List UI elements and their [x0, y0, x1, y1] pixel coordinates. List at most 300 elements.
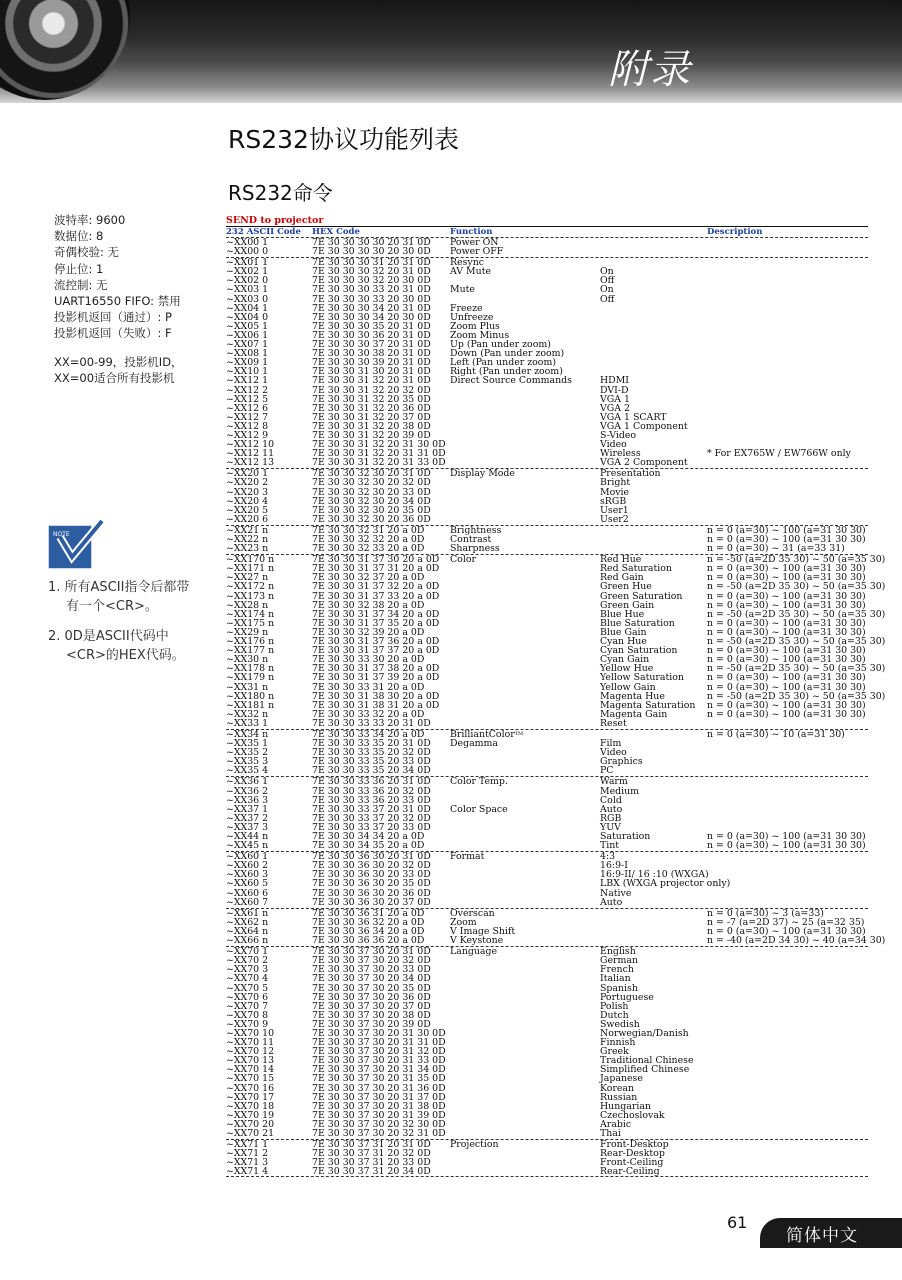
cell-hex-code: 7E 30 30 30 31 20 31 0D — [312, 257, 431, 269]
cell-ascii-code: ~XX37 1 — [226, 803, 269, 815]
cell-function: Format — [450, 851, 485, 863]
cell-ascii-code: ~XX21 n — [226, 524, 269, 536]
cell-hex-code: 7E 30 30 30 30 20 30 0D — [312, 246, 431, 258]
cell-ascii-code: ~XX29 n — [226, 626, 269, 638]
cell-option: Wireless — [600, 448, 641, 460]
cell-hex-code: 7E 30 30 33 35 20 33 0D — [312, 756, 431, 768]
cell-hex-code: 7E 30 30 31 37 39 20 a 0D — [312, 672, 440, 684]
cell-ascii-code: ~XX70 3 — [226, 964, 269, 976]
cell-function: Resync — [450, 257, 485, 269]
cell-option: Thai — [600, 1128, 621, 1139]
cell-ascii-code: ~XX70 2 — [226, 955, 269, 967]
cell-function: Power OFF — [450, 246, 504, 258]
cell-option: 4:3 — [600, 851, 616, 863]
cell-ascii-code: ~XX35 2 — [226, 747, 269, 759]
cell-option: HDMI — [600, 375, 629, 387]
cell-ascii-code: ~XX60 3 — [226, 869, 269, 881]
cell-ascii-code: ~XX62 n — [226, 916, 269, 928]
cell-function: Zoom Minus — [450, 329, 510, 341]
cell-hex-code: 7E 30 30 31 32 20 32 0D — [312, 384, 431, 396]
cell-option: Arabic — [600, 1118, 632, 1130]
cell-option: 16:9-I — [600, 860, 628, 872]
cell-ascii-code: ~XX70 9 — [226, 1018, 269, 1030]
cell-ascii-code: ~XX175 n — [226, 617, 275, 629]
cell-hex-code: 7E 30 30 32 30 20 35 0D — [312, 504, 431, 516]
cell-hex-code: 7E 30 30 37 30 20 31 37 0D — [312, 1091, 446, 1103]
cell-function: Unfreeze — [450, 311, 494, 323]
note-icon — [46, 517, 106, 572]
cell-hex-code: 7E 30 30 36 30 20 33 0D — [312, 869, 431, 881]
cell-description: n = 0 (a=30) ~ 100 (a=31 30 30) — [707, 534, 866, 545]
cell-hex-code: 7E 30 30 37 30 20 31 30 0D — [312, 1027, 446, 1039]
cell-option: On — [600, 284, 614, 296]
cell-description: n = 0 (a=30) ~ 100 (a=31 30 30) — [707, 699, 866, 711]
cell-hex-code: 7E 30 30 37 30 20 38 0D — [312, 1009, 431, 1021]
cell-ascii-code: ~XX09 1 — [226, 357, 269, 369]
cell-hex-code: 7E 30 30 37 30 20 36 0D — [312, 991, 431, 1003]
cell-option: VGA 1 — [600, 393, 630, 405]
cell-description: n = 0 (a=30) ~ 100 (a=31 30 30) — [707, 599, 866, 611]
cell-hex-code: 7E 30 30 31 32 20 31 31 0D — [312, 448, 446, 460]
cell-ascii-code: ~XX00 1 — [226, 237, 269, 248]
cell-hex-code: 7E 30 30 33 35 20 34 0D — [312, 765, 431, 777]
cell-function: AV Mute — [450, 266, 492, 278]
cell-ascii-code: ~XX30 n — [226, 654, 269, 666]
serial-setting: 停止位: 1 — [54, 261, 104, 276]
cell-hex-code: 7E 30 30 36 30 20 37 0D — [312, 896, 431, 908]
cell-option: Magenta Gain — [600, 708, 668, 720]
cell-ascii-code: ~XX20 4 — [226, 495, 269, 507]
header-title: 附录 — [608, 47, 692, 93]
cell-option: Czechoslovak — [600, 1109, 665, 1121]
cell-ascii-code: ~XX60 6 — [226, 887, 269, 899]
cell-hex-code: 7E 30 30 31 38 30 20 a 0D — [312, 690, 440, 702]
table-body — [226, 237, 886, 1178]
cell-ascii-code: ~XX02 0 — [226, 275, 269, 287]
cell-option: YUV — [600, 821, 621, 833]
cell-option: User1 — [600, 504, 629, 516]
cell-ascii-code: ~XX170 n — [226, 554, 275, 566]
cell-option: Russian — [600, 1091, 638, 1103]
cell-hex-code: 7E 30 30 36 32 20 a 0D — [312, 916, 425, 928]
cell-option: Polish — [600, 1000, 629, 1012]
cell-description: n = 0 (a=30) ~ 100 (a=31 30 30) — [707, 626, 866, 638]
section-title: RS232命令 — [228, 181, 333, 205]
cell-option: Video — [600, 439, 627, 451]
cell-hex-code: 7E 30 30 31 32 20 36 0D — [312, 402, 431, 414]
cell-option: English — [600, 946, 636, 958]
cell-ascii-code: ~XX04 0 — [226, 311, 269, 323]
cell-hex-code: 7E 30 30 36 36 20 a 0D — [312, 935, 425, 947]
page-number: 61 — [727, 1213, 748, 1232]
cell-ascii-code: ~XX34 n — [226, 728, 269, 740]
cell-ascii-code: ~XX20 3 — [226, 486, 269, 498]
cell-description: n = 0 (a=30) ~ 100 (a=31 30 30) — [707, 654, 866, 666]
cell-option: Portuguese — [600, 991, 654, 1003]
cell-ascii-code: ~XX70 20 — [226, 1118, 275, 1130]
cell-option: Blue Gain — [600, 626, 647, 638]
table-row — [226, 458, 868, 467]
cell-ascii-code: ~XX71 2 — [226, 1148, 269, 1160]
cell-hex-code: 7E 30 30 37 30 20 31 38 0D — [312, 1100, 446, 1112]
cell-hex-code: 7E 30 30 37 30 20 34 0D — [312, 973, 431, 985]
cell-function: V Keystone — [450, 935, 504, 947]
cell-hex-code: 7E 30 30 31 37 30 20 a 0D — [312, 554, 440, 566]
cell-description: n = 0 (a=30) ~ 100 (a=31 30 30) — [707, 681, 866, 693]
cell-ascii-code: ~XX181 n — [226, 699, 275, 711]
cell-ascii-code: ~XX35 1 — [226, 738, 269, 750]
cell-ascii-code: ~XX33 1 — [226, 717, 269, 729]
cell-ascii-code: ~XX01 1 — [226, 257, 269, 269]
cell-hex-code: 7E 30 30 31 37 37 20 a 0D — [312, 645, 440, 657]
cell-option: Movie — [600, 486, 630, 498]
cell-function: Up (Pan under zoom) — [450, 339, 551, 351]
cell-ascii-code: ~XX70 14 — [226, 1064, 275, 1076]
cell-option: Auto — [600, 896, 623, 908]
cell-ascii-code: ~XX70 8 — [226, 1009, 269, 1021]
cell-hex-code: 7E 30 30 31 37 32 20 a 0D — [312, 581, 440, 593]
serial-settings-list — [54, 212, 214, 342]
cell-ascii-code: ~XX176 n — [226, 636, 275, 648]
cell-option: On — [600, 266, 614, 278]
cell-function: Zoom — [450, 916, 477, 928]
cell-ascii-code: ~XX71 3 — [226, 1157, 269, 1169]
cell-option: Saturation — [600, 831, 651, 842]
table-row — [226, 719, 868, 728]
cell-hex-code: 7E 30 30 30 38 20 31 0D — [312, 348, 431, 360]
cell-function: Left (Pan under zoom) — [450, 357, 557, 369]
cell-hex-code: 7E 30 30 37 31 20 31 0D — [312, 1139, 431, 1151]
cell-option: Front-Ceiling — [600, 1157, 664, 1169]
cell-hex-code: 7E 30 30 33 37 20 32 0D — [312, 812, 431, 824]
serial-setting: 投影机返回（通过）: P — [54, 310, 172, 325]
cell-option: User2 — [600, 513, 629, 525]
cell-ascii-code: ~XX12 1 — [226, 375, 269, 387]
cell-hex-code: 7E 30 30 36 31 20 a 0D — [312, 907, 425, 919]
cell-hex-code: 7E 30 30 37 30 20 33 0D — [312, 964, 431, 976]
language-label: 简体中文 — [786, 1226, 858, 1246]
cell-ascii-code: ~XX71 4 — [226, 1166, 269, 1178]
cell-ascii-code: ~XX36 2 — [226, 785, 269, 797]
cell-ascii-code: ~XX12 9 — [226, 429, 269, 441]
cell-ascii-code: ~XX00 0 — [226, 246, 269, 258]
cell-ascii-code: ~XX61 n — [226, 907, 269, 919]
cell-hex-code: 7E 30 30 31 32 20 31 30 0D — [312, 439, 446, 451]
cell-hex-code: 7E 30 30 33 35 20 32 0D — [312, 747, 431, 759]
cell-option: Cyan Saturation — [600, 645, 678, 657]
send-label: SEND to projector — [226, 215, 324, 226]
cell-ascii-code: ~XX70 15 — [226, 1073, 275, 1085]
cell-option: Cyan Gain — [600, 654, 650, 666]
cell-option: 16:9-II/ 16 :10 (WXGA) — [600, 869, 709, 881]
cell-function: Contrast — [450, 534, 492, 545]
note-line: 有一个<CR>。 — [66, 599, 158, 614]
cell-function: Degamma — [450, 738, 499, 750]
cell-function: Language — [450, 946, 498, 958]
cell-hex-code: 7E 30 30 33 34 20 a 0D — [312, 728, 425, 740]
cell-hex-code: 7E 30 30 30 34 20 31 0D — [312, 302, 431, 314]
cell-hex-code: 7E 30 30 30 30 20 31 0D — [312, 237, 431, 248]
cell-ascii-code: ~XX32 n — [226, 708, 269, 720]
cell-hex-code: 7E 30 30 31 32 20 31 0D — [312, 375, 431, 387]
cell-function: Freeze — [450, 302, 483, 314]
cell-ascii-code: ~XX03 1 — [226, 284, 269, 296]
cell-ascii-code: ~XX60 2 — [226, 860, 269, 872]
cell-option: Red Hue — [600, 554, 642, 566]
cell-hex-code: 7E 30 30 30 37 20 31 0D — [312, 339, 431, 351]
cell-hex-code: 7E 30 30 32 30 20 36 0D — [312, 513, 431, 525]
cell-ascii-code: ~XX35 4 — [226, 765, 269, 777]
projector-id-note: XX=00-99，投影机ID， — [54, 354, 183, 369]
cell-ascii-code: ~XX10 1 — [226, 366, 269, 378]
cell-ascii-code: ~XX70 10 — [226, 1027, 275, 1039]
cell-hex-code: 7E 30 30 33 37 20 33 0D — [312, 821, 431, 833]
trademark-mark: TM — [514, 730, 524, 737]
serial-setting: 流控制: 无 — [54, 277, 108, 292]
cell-ascii-code: ~XX172 n — [226, 581, 275, 593]
cell-hex-code: 7E 30 30 31 32 20 31 33 0D — [312, 457, 446, 469]
cell-option: Off — [600, 293, 615, 305]
cell-option: Medium — [600, 785, 640, 797]
cell-ascii-code: ~XX08 1 — [226, 348, 269, 360]
cell-option: PC — [600, 765, 614, 777]
cell-hex-code: 7E 30 30 30 33 20 31 0D — [312, 284, 431, 296]
cell-option: VGA 1 Component — [600, 420, 688, 432]
cell-option: Reset — [600, 717, 627, 729]
cell-hex-code: 7E 30 30 32 32 20 a 0D — [312, 534, 425, 545]
cell-ascii-code: ~XX45 n — [226, 840, 269, 852]
cell-function: Zoom Plus — [450, 320, 500, 332]
cell-ascii-code: ~XX06 1 — [226, 329, 269, 341]
note-item — [48, 578, 213, 616]
cell-hex-code: 7E 30 30 33 36 20 33 0D — [312, 794, 431, 806]
cell-function: Display Mode — [450, 468, 515, 480]
cell-hex-code: 7E 30 30 32 38 20 a 0D — [312, 599, 425, 611]
cell-hex-code: 7E 30 30 37 30 20 39 0D — [312, 1018, 431, 1030]
rs232-command-table — [226, 215, 886, 1178]
cell-option: Graphics — [600, 756, 643, 768]
cell-description: n = 0 (a=30) ~ 100 (a=31 30 30) — [707, 563, 866, 575]
cell-hex-code: 7E 30 30 37 30 20 31 0D — [312, 946, 431, 958]
cell-hex-code: 7E 30 30 33 32 20 a 0D — [312, 708, 425, 720]
cell-function: Right (Pan under zoom) — [450, 366, 563, 378]
cell-hex-code: 7E 30 30 30 35 20 31 0D — [312, 320, 431, 332]
cell-option: Tint — [600, 840, 620, 852]
cell-hex-code: 7E 30 30 36 30 20 35 0D — [312, 878, 431, 890]
cell-option: sRGB — [600, 495, 627, 507]
cell-hex-code: 7E 30 30 37 31 20 34 0D — [312, 1166, 431, 1178]
cell-function: Mute — [450, 284, 475, 296]
cell-ascii-code: ~XX12 11 — [226, 448, 275, 460]
cell-function: Color Temp. — [450, 776, 508, 788]
cell-hex-code: 7E 30 30 31 32 20 39 0D — [312, 429, 431, 441]
cell-option: Blue Hue — [600, 608, 645, 620]
cell-description: n = 0 (a=30) ~ 100 (a=31 30 30) — [707, 590, 866, 602]
cell-option: Green Hue — [600, 581, 652, 593]
cell-function: Color Space — [450, 803, 508, 815]
cell-ascii-code: ~XX36 1 — [226, 776, 269, 788]
cell-description: n = -50 (a=2D 35 30) ~ 50 (a=35 30) — [707, 636, 886, 648]
cell-ascii-code: ~XX70 11 — [226, 1037, 275, 1049]
cell-ascii-code: ~XX71 1 — [226, 1139, 269, 1151]
page-header — [0, 0, 902, 103]
cell-option: Italian — [600, 973, 631, 985]
cell-ascii-code: ~XX12 6 — [226, 402, 269, 414]
cell-hex-code: 7E 30 30 30 32 20 30 0D — [312, 275, 431, 287]
cell-hex-code: 7E 30 30 30 33 20 30 0D — [312, 293, 431, 305]
cell-option: LBX (WXGA projector only) — [600, 878, 731, 890]
cell-hex-code: 7E 30 30 37 30 20 31 36 0D — [312, 1082, 446, 1094]
serial-settings-panel — [54, 212, 214, 386]
cell-option: Cyan Hue — [600, 636, 647, 648]
cell-ascii-code: ~XX12 2 — [226, 384, 269, 396]
cell-ascii-code: ~XX22 n — [226, 534, 269, 545]
serial-setting: 波特率: 9600 — [54, 213, 126, 227]
cell-ascii-code: ~XX66 n — [226, 935, 269, 947]
cell-ascii-code: ~XX70 19 — [226, 1109, 275, 1121]
cell-description: n = 0 (a=30) ~ 100 (a=31 30 30) — [707, 708, 866, 720]
cell-description: n = 0 (a=30) ~ 100 (a=31 30 30) — [707, 572, 866, 584]
cell-description: n = -50 (a=2D 35 30) ~ 50 (a=35 30) — [707, 608, 886, 620]
cell-option: Warm — [600, 776, 628, 788]
cell-hex-code: 7E 30 30 36 30 20 36 0D — [312, 887, 431, 899]
cell-ascii-code: ~XX27 n — [226, 572, 269, 584]
cell-function: V Image Shift — [450, 925, 516, 937]
cell-hex-code: 7E 30 30 36 30 20 31 0D — [312, 851, 431, 863]
cell-hex-code: 7E 30 30 37 30 20 31 32 0D — [312, 1046, 446, 1058]
cell-ascii-code: ~XX180 n — [226, 690, 275, 702]
cell-option: Swedish — [600, 1018, 640, 1030]
cell-function: Color — [450, 554, 476, 566]
cell-hex-code: 7E 30 30 34 34 20 a 0D — [312, 831, 425, 842]
cell-ascii-code: ~XX44 n — [226, 831, 269, 842]
cell-hex-code: 7E 30 30 36 30 20 32 0D — [312, 860, 431, 872]
cell-option: Green Gain — [600, 599, 655, 611]
cell-ascii-code: ~XX178 n — [226, 663, 275, 675]
cell-option: RGB — [600, 812, 622, 824]
cell-ascii-code: ~XX03 0 — [226, 293, 269, 305]
cell-function: Projection — [450, 1139, 499, 1151]
cell-ascii-code: ~XX60 5 — [226, 878, 269, 890]
cell-hex-code: 7E 30 30 33 36 20 31 0D — [312, 776, 431, 788]
cell-option: Auto — [600, 803, 623, 815]
serial-setting: 奇偶校验: 无 — [54, 245, 120, 260]
cell-option: Blue Saturation — [600, 617, 675, 629]
cell-option: German — [600, 955, 639, 967]
cell-hex-code: 7E 30 30 37 31 20 33 0D — [312, 1157, 431, 1169]
table-row — [226, 1167, 868, 1176]
cell-option: Film — [600, 738, 622, 750]
cell-option: Hungarian — [600, 1100, 651, 1112]
cell-hex-code: 7E 30 30 30 34 20 30 0D — [312, 311, 431, 323]
cell-description: n = 0 (a=30) ~ 100 (a=31 30 30) — [707, 645, 866, 657]
cell-hex-code: 7E 30 30 31 32 20 38 0D — [312, 420, 431, 432]
cell-hex-code: 7E 30 30 31 37 33 20 a 0D — [312, 590, 440, 602]
cell-hex-code: 7E 30 30 32 31 20 a 0D — [312, 524, 425, 536]
header-function: Function — [450, 227, 493, 237]
cell-option: Rear-Ceiling — [600, 1166, 660, 1178]
cell-hex-code: 7E 30 30 33 36 20 32 0D — [312, 785, 431, 797]
cell-option: Bright — [600, 477, 631, 489]
cell-ascii-code: ~XX70 21 — [226, 1128, 275, 1139]
cell-hex-code: 7E 30 30 33 33 20 31 0D — [312, 717, 431, 729]
cell-ascii-code: ~XX174 n — [226, 608, 275, 620]
cell-ascii-code: ~XX70 4 — [226, 973, 269, 985]
cell-ascii-code: ~XX37 3 — [226, 821, 269, 833]
cell-option: Simplified Chinese — [600, 1064, 690, 1076]
cell-description: * For EX765W / EW766W only — [707, 448, 851, 460]
cell-option: Korean — [600, 1082, 635, 1094]
cell-ascii-code: ~XX07 1 — [226, 339, 269, 351]
cell-function: Direct Source Commands — [450, 375, 572, 387]
cell-ascii-code: ~XX02 1 — [226, 266, 269, 278]
projector-id-note: XX=00适合所有投影机 — [54, 370, 175, 385]
cell-ascii-code: ~XX70 16 — [226, 1082, 275, 1094]
cell-hex-code: 7E 30 30 34 35 20 a 0D — [312, 840, 425, 852]
notes-list — [48, 578, 213, 676]
cell-function: Sharpness — [450, 543, 500, 555]
cell-ascii-code: ~XX23 n — [226, 543, 269, 555]
cell-description: n = -50 (a=2D 35 30) ~ 50 (a=35 30) — [707, 581, 886, 593]
cell-ascii-code: ~XX04 1 — [226, 302, 269, 314]
cell-option: Traditional Chinese — [600, 1055, 694, 1067]
cell-option: Magenta Hue — [600, 690, 665, 702]
cell-description: n = 0 (a=30) ~ 100 (a=31 30 30) — [707, 925, 866, 937]
header-ascii: 232 ASCII Code — [226, 227, 301, 237]
cell-ascii-code: ~XX20 6 — [226, 513, 269, 525]
cell-option: Red Gain — [600, 572, 644, 584]
cell-option: Native — [600, 887, 632, 899]
cell-option: Spanish — [600, 982, 638, 994]
cell-hex-code: 7E 30 30 37 30 20 32 30 0D — [312, 1118, 446, 1130]
cell-option: Cold — [600, 794, 622, 806]
serial-setting: 投影机返回（失败）: F — [54, 326, 172, 341]
cell-ascii-code: ~XX70 18 — [226, 1100, 275, 1112]
cell-hex-code: 7E 30 30 37 30 20 32 31 0D — [312, 1128, 446, 1139]
cell-hex-code: 7E 30 30 33 37 20 31 0D — [312, 803, 431, 815]
cell-ascii-code: ~XX12 13 — [226, 457, 275, 469]
header-description: Description — [707, 227, 763, 237]
cell-description: n = -50 (a=2D 35 30) ~ 50 (a=35 30) — [707, 663, 886, 675]
cell-ascii-code: ~XX177 n — [226, 645, 275, 657]
cell-hex-code: 7E 30 30 37 30 20 35 0D — [312, 982, 431, 994]
cell-hex-code: 7E 30 30 37 30 20 31 35 0D — [312, 1073, 446, 1085]
cell-ascii-code: ~XX12 8 — [226, 420, 269, 432]
cell-hex-code: 7E 30 30 37 30 20 37 0D — [312, 1000, 431, 1012]
cell-hex-code: 7E 30 30 37 30 20 31 39 0D — [312, 1109, 446, 1121]
cell-ascii-code: ~XX171 n — [226, 563, 275, 575]
cell-ascii-code: ~XX64 n — [226, 925, 269, 937]
cell-hex-code: 7E 30 30 37 30 20 32 0D — [312, 955, 431, 967]
cell-hex-code: 7E 30 30 31 37 36 20 a 0D — [312, 636, 440, 648]
cell-ascii-code: ~XX05 1 — [226, 320, 269, 332]
table-row — [226, 935, 886, 947]
cell-hex-code: 7E 30 30 30 39 20 31 0D — [312, 357, 431, 369]
cell-option: VGA 2 — [600, 402, 630, 414]
cell-ascii-code: ~XX70 1 — [226, 946, 269, 958]
cell-option: Finnish — [600, 1037, 636, 1049]
cell-description: n = 0 (a=30) ~ 100 (a=31 30 30) — [707, 617, 866, 629]
cell-hex-code: 7E 30 30 30 36 20 31 0D — [312, 329, 431, 341]
cell-hex-code: 7E 30 30 33 30 20 a 0D — [312, 654, 425, 666]
cell-option: Greek — [600, 1046, 629, 1058]
cell-hex-code: 7E 30 30 32 30 20 31 0D — [312, 468, 431, 480]
serial-setting: UART16550 FIFO: 禁用 — [54, 294, 181, 309]
cell-description: n = 0 (a=30) ~ 3 (a=33) — [707, 907, 824, 919]
cell-description: n = -40 (a=2D 34 30) ~ 40 (a=34 30) — [707, 935, 886, 947]
cell-function: Down (Pan under zoom) — [450, 348, 565, 360]
table-row — [226, 515, 868, 524]
